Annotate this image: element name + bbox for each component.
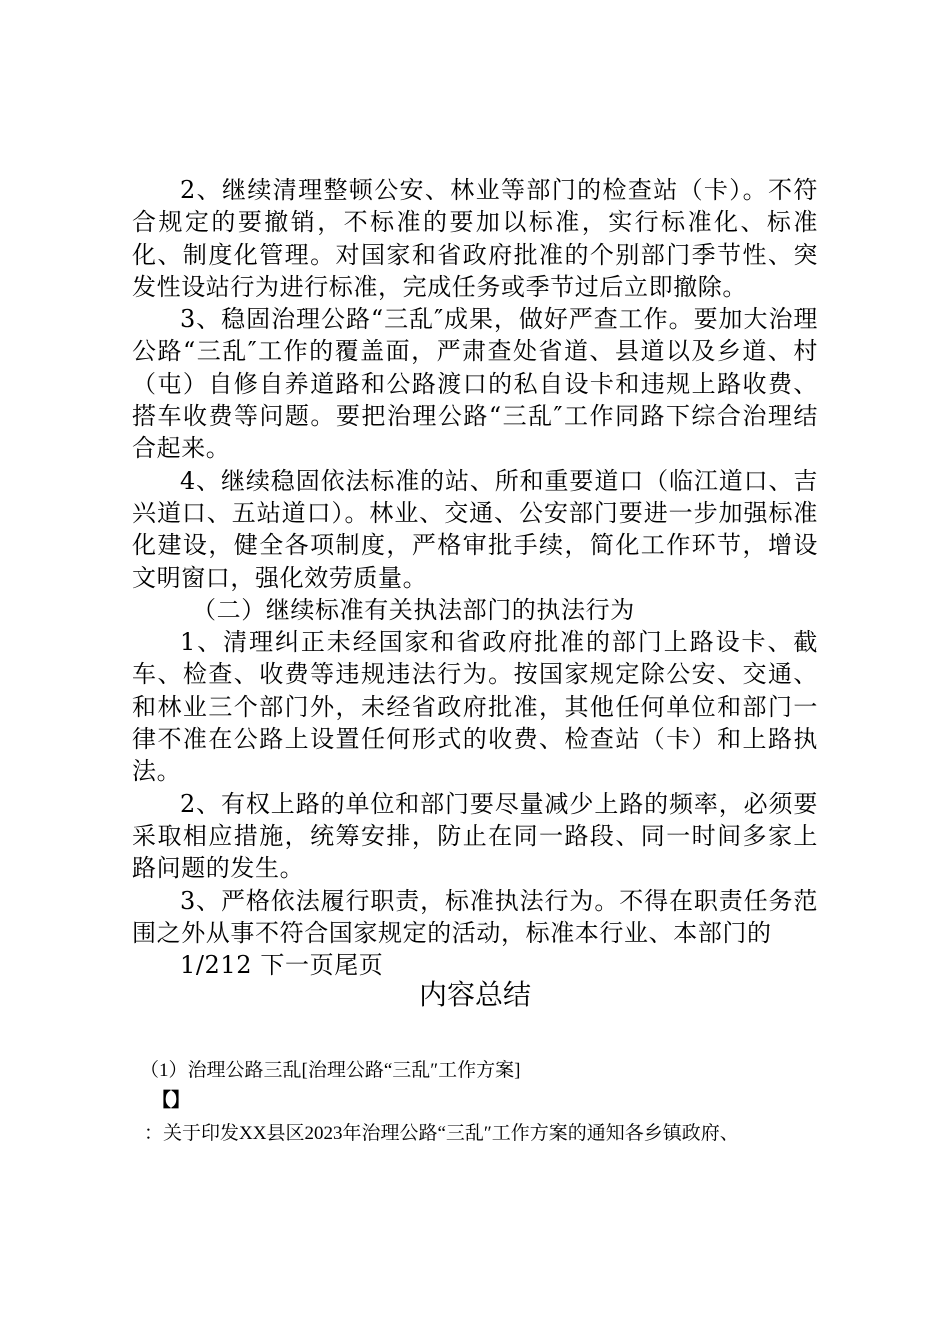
paragraph-reduce-frequency: 2、有权上路的单位和部门要尽量减少上路的频率，必须要采取相应措施，统筹安排，防止在同一路段、同一时间多家上路问题的发生。 xyxy=(132,789,818,883)
summary-line-notice: ：关于印发XX县区2023年治理公路“三乱″工作方案的通知各乡镇政府、 xyxy=(144,1123,739,1144)
summary-line-title: （1）治理公路三乱[治理公路“三乱″工作方案] xyxy=(140,1060,521,1081)
paragraph-road-crossings: 4、继续稳固依法标准的站、所和重要道口（临江道口、吉兴道口、五站道口）。林业、交通、公安部门要进一步加强标准化建设，健全各项制度，严格审批手续，简化工作环节，增设文明窗口，强化效劳质量。 xyxy=(132,466,818,592)
page-navigation[interactable]: 1/212 下一页尾页 xyxy=(180,951,384,980)
summary-line-brackets: 【】 xyxy=(152,1090,191,1111)
summary-title: 内容总结 xyxy=(418,980,531,1011)
paragraph-three-chaos-results: 3、稳固治理公路“三乱″成果，做好严查工作。要加大治理公路“三乱″工作的覆盖面，严肃查处省道、县道以及乡道、村（屯）自修自养道路和公路渡口的私自设卡和违规上路收费、搭车收费等问题。要把治理公路“三乱″工作同路下综合治理结合起来。 xyxy=(132,305,818,463)
paragraph-perform-duties: 3、严格依法履行职责，标准执法行为。不得在职责任务范围之外从事不符合国家规定的活动，标准本行业、本部门的 xyxy=(132,886,818,947)
paragraph-checkpoint-cleanup: 2、继续清理整顿公安、林业等部门的检查站（卡）。不符合规定的要撤销，不标准的要加以标准，实行标准化、标准化、制度化管理。对国家和省政府批准的个别部门季节性、突发性设站行为进行标准，完成任务或季节过后立即撤除。 xyxy=(132,176,818,301)
section-subheading: （二）继续标准有关执法部门的执法行为 xyxy=(192,595,635,624)
document-body xyxy=(132,174,818,981)
paragraph-unauthorized-checkpoints: 1、清理纠正未经国家和省政府批准的部门上路设卡、截车、检查、收费等违规违法行为。按国家规定除公安、交通、和林业三个部门外，未经省政府批准，其他任何单位和部门一律不准在公路上设置任何形式的收费、检查站（卡）和上路执法。 xyxy=(132,628,818,786)
